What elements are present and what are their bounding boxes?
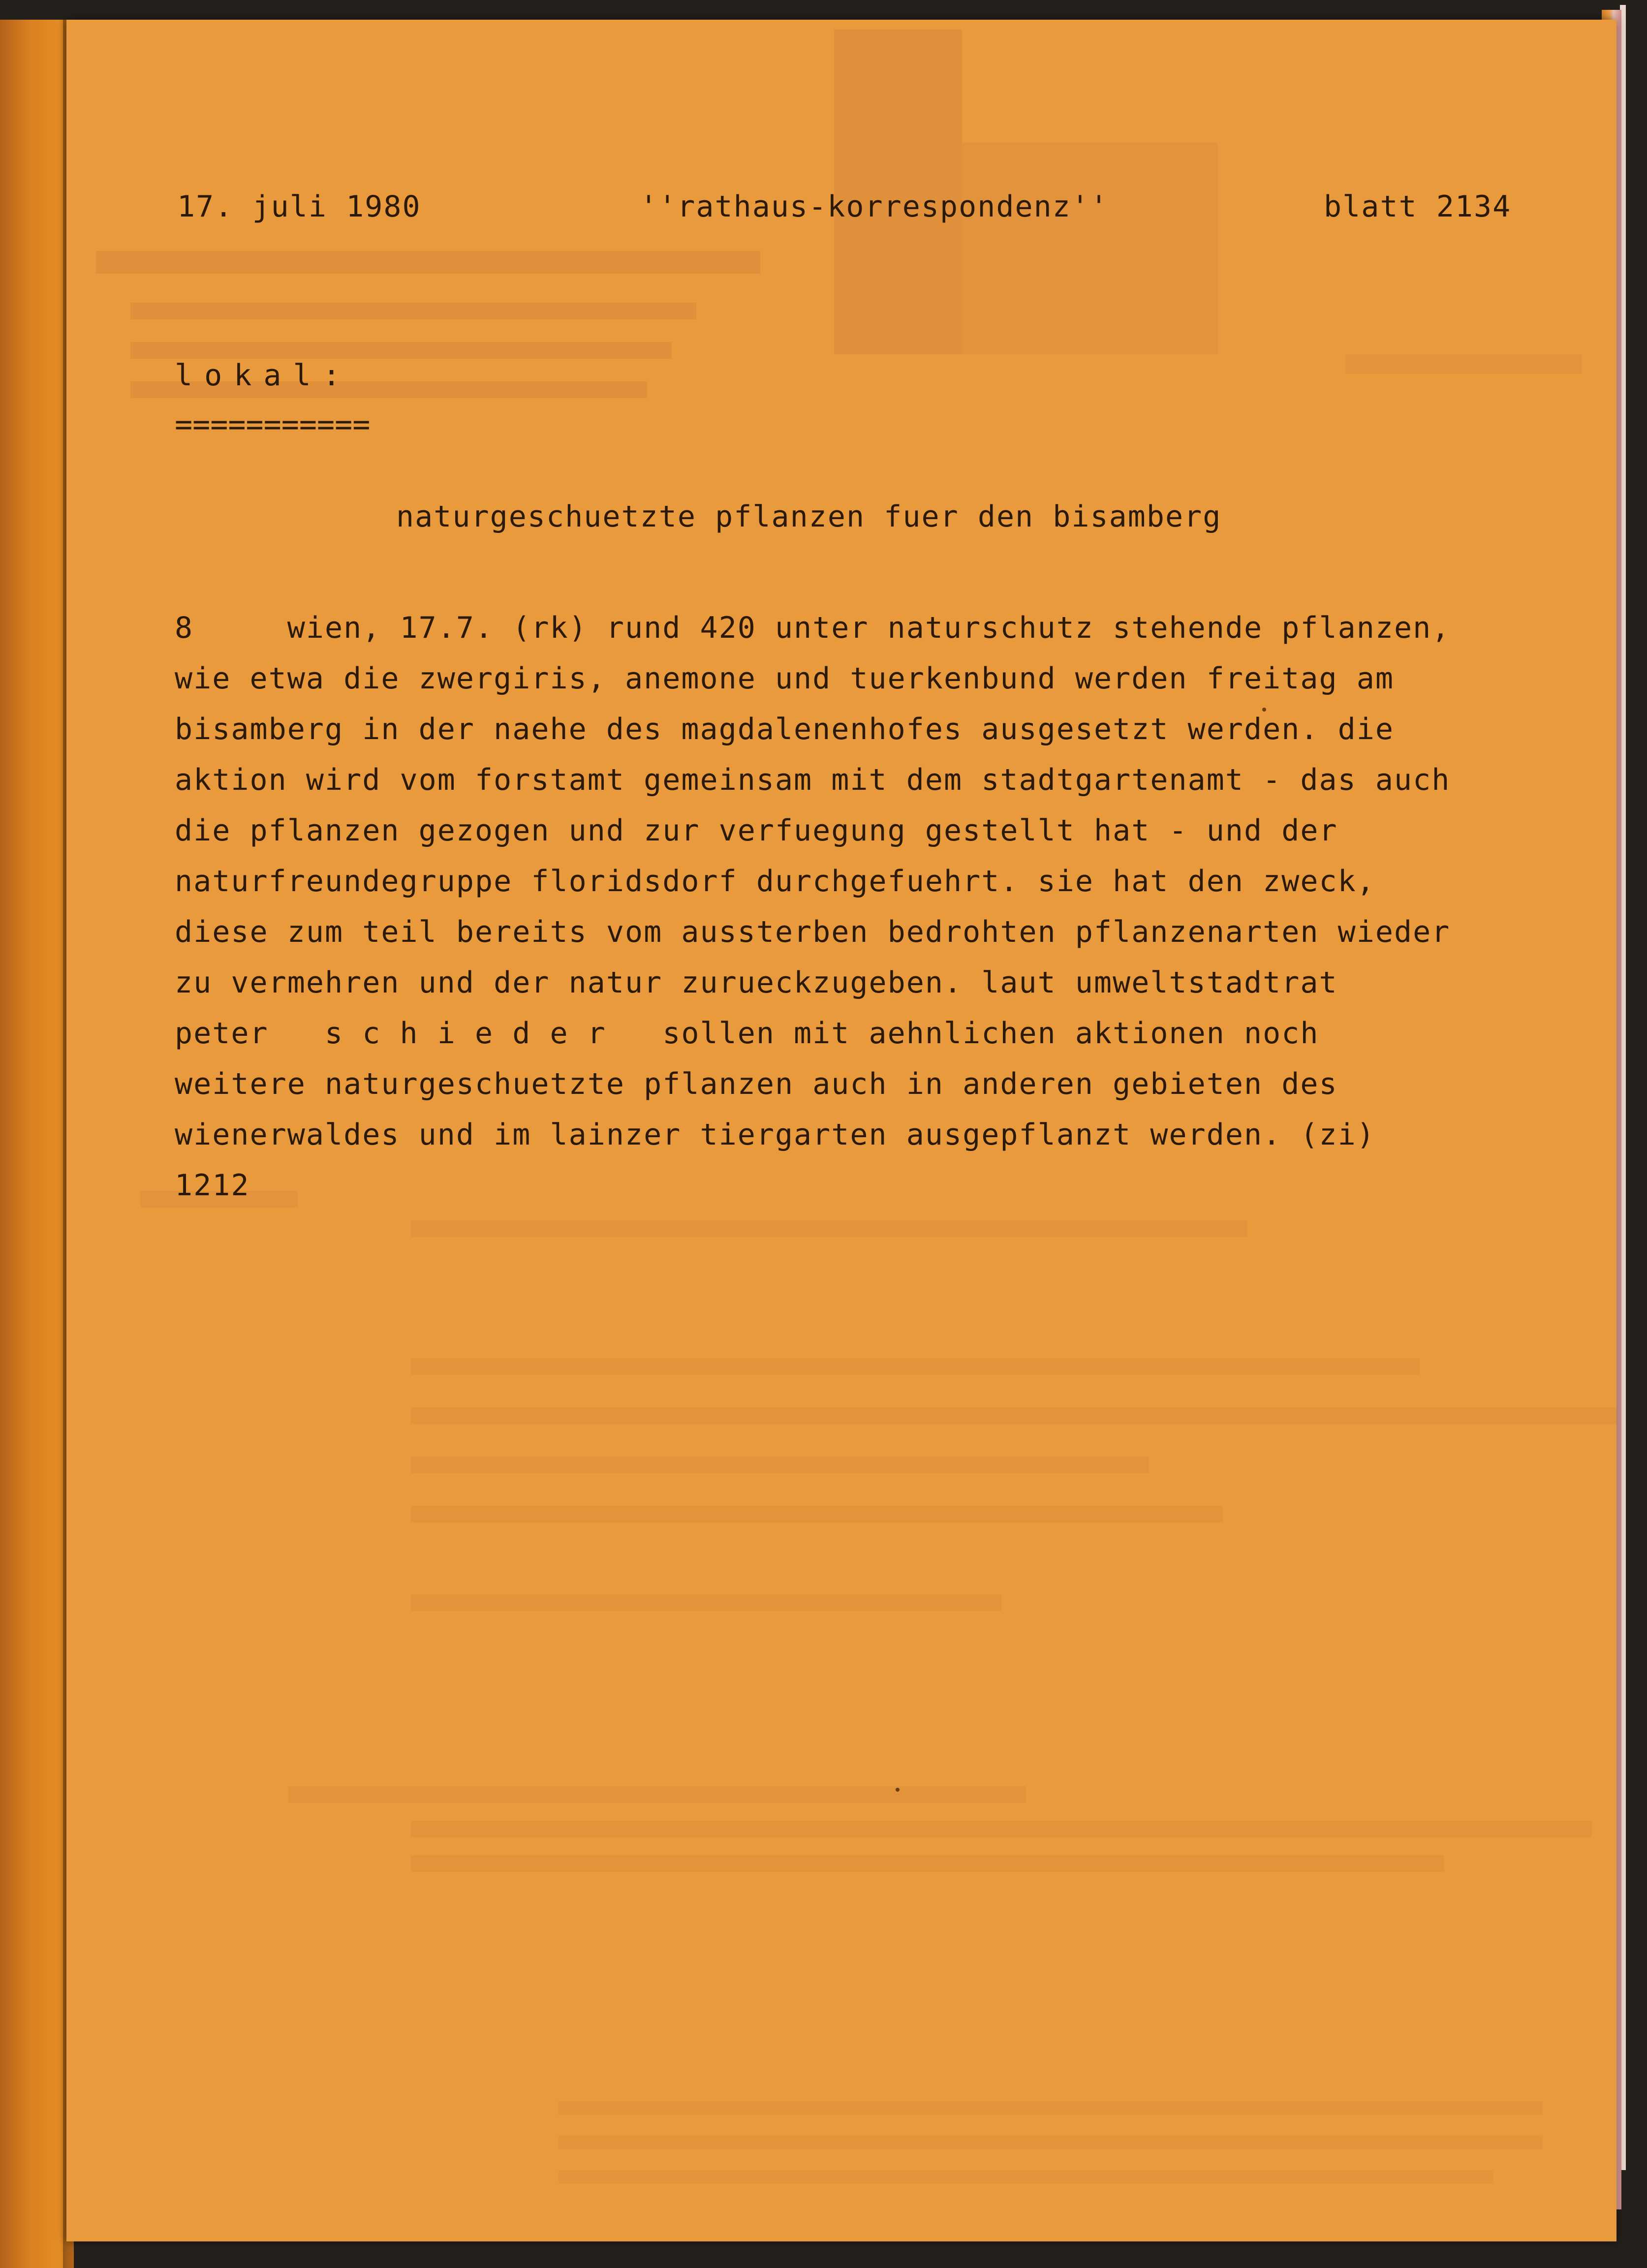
bleed-through-mark	[411, 1220, 1247, 1237]
bleed-through-mark	[411, 1855, 1444, 1872]
article-line: diese zum teil bereits vom aussterben bedrohten pflanzenarten wieder	[175, 915, 1451, 949]
article-line: wie etwa die zwergiris, anemone und tuerkenbund werden freitag am	[175, 661, 1394, 696]
header-date: 17. juli 1980	[177, 189, 421, 224]
section-label: lokal:	[175, 358, 352, 393]
article-line: zu vermehren und der natur zurueckzugeben. laut umweltstadtrat	[175, 965, 1338, 1000]
header-sheet-number: blatt 2134	[1324, 189, 1512, 224]
header-publication: ''rathaus-korrespondenz''	[640, 189, 1109, 224]
bleed-through-mark	[411, 1506, 1223, 1522]
article-line: naturfreundegruppe floridsdorf durchgefuehrt. sie hat den zweck,	[175, 864, 1375, 899]
article-line: 1212	[175, 1168, 250, 1203]
article-line: 8 wien, 17.7. (rk) rund 420 unter naturschutz stehende pflanzen,	[175, 611, 1451, 645]
bleed-through-mark	[411, 1594, 1001, 1611]
article-line: peter s c h i e d e r sollen mit aehnlichen aktionen noch	[175, 1016, 1319, 1051]
section-underline: ===========	[175, 407, 371, 442]
article-line: weitere naturgeschuetzte pflanzen auch in anderen gebieten des	[175, 1067, 1338, 1101]
bleed-through-mark	[559, 2101, 1543, 2115]
article-line: wienerwaldes und im lainzer tiergarten ausgepflanzt werden. (zi)	[175, 1118, 1375, 1152]
bleed-through-mark	[411, 1358, 1420, 1375]
bleed-through-mark	[130, 342, 672, 359]
bleed-through-mark	[411, 1457, 1149, 1473]
bleed-through-mark	[411, 1821, 1592, 1837]
article-line: bisamberg in der naehe des magdalenenhofes ausgesetzt werden. die	[175, 712, 1394, 746]
bleed-through-mark	[559, 2170, 1493, 2184]
stray-mark	[896, 1788, 900, 1792]
bleed-through-mark	[96, 251, 760, 274]
article-line: die pflanzen gezogen und zur verfuegung gestellt hat - und der	[175, 813, 1338, 848]
bleed-through-mark	[962, 143, 1218, 354]
article-body	[175, 603, 1572, 1211]
article-headline: naturgeschuetzte pflanzen fuer den bisamberg	[396, 499, 1222, 534]
stray-mark	[1262, 708, 1266, 712]
bleed-through-mark	[559, 2136, 1543, 2149]
bleed-through-mark	[130, 303, 696, 319]
bleed-through-mark	[1346, 354, 1582, 374]
bleed-through-mark	[411, 1407, 1616, 1424]
article-line: aktion wird vom forstamt gemeinsam mit dem stadtgartenamt - das auch	[175, 763, 1451, 797]
bleed-through-mark	[288, 1786, 1026, 1803]
